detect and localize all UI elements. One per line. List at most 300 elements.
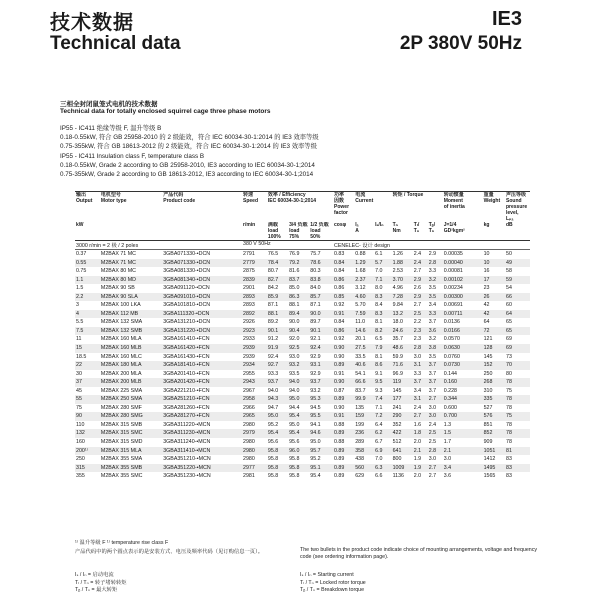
table-cell: 88.1 (289, 302, 300, 309)
table-cell: 0.89 (333, 361, 354, 370)
table-cell: 2.5 (428, 439, 437, 446)
table-cell: 2901 (243, 285, 255, 292)
legend-item: Tₗ / Tₙ = 转子堵转转矩 (75, 579, 127, 586)
table-cell: 358 (354, 447, 374, 456)
table-cell: 560 (354, 464, 374, 473)
table-cell: 3GBA111320-•DCN (162, 310, 242, 319)
table-cell: 0.84 (334, 319, 345, 326)
table-row (75, 395, 530, 404)
table-cell: 145 (392, 387, 402, 394)
table-row (75, 276, 530, 285)
table-cell: 2.8 (413, 344, 428, 353)
table-cell: 96.9 (392, 370, 403, 377)
table-cell: 2.4 (413, 259, 428, 268)
table-cell: 1.5 (76, 285, 84, 292)
legend-item: Iₛ / Iₙ = 启动电流 (75, 572, 114, 578)
table-cell: M2BAX 112 MB (100, 310, 162, 319)
table-row (75, 429, 530, 438)
table-cell: 95.7 (309, 447, 333, 456)
table-cell: 2.37 (354, 276, 374, 285)
table-cell: 6.9 (374, 447, 391, 456)
table-cell: 2943 (242, 378, 267, 387)
table-cell: M2BAX 225 SMA (100, 387, 143, 394)
table-cell: 8.6 (374, 361, 391, 370)
table-cell: 49 (505, 259, 530, 268)
section-design: CENELEC- 设计 design (333, 241, 530, 250)
table-cell: 78.6 (309, 259, 333, 268)
table-cell: M2BAX 71 MC (100, 259, 162, 268)
table-cell: 1009 (392, 464, 413, 473)
table-cell: 8.1 (375, 319, 383, 326)
table-cell: 2.53 (392, 268, 403, 275)
table-cell: M2BAX 280 SMG (100, 412, 162, 421)
efficiency-class: IE3 (491, 8, 522, 30)
table-cell: 18.0 (392, 319, 403, 326)
col-output: 输出 Output (75, 192, 100, 223)
table-cell: M2BAX 100 LKA (100, 302, 141, 309)
table-cell: 8.4 (375, 302, 383, 309)
table-cell: 3.0 (413, 353, 422, 360)
table-cell: 2.7 (428, 473, 437, 480)
table-row (75, 472, 530, 481)
legend-item: Tᵦ / Tₙ = 最大转矩 (75, 587, 118, 593)
voltage-spec: 2P 380V 50Hz (399, 33, 522, 54)
table-row (75, 293, 530, 302)
table-cell: 82.7 (267, 276, 288, 285)
table-cell: 92.0 (289, 336, 300, 343)
table-cell: 268 (483, 378, 505, 387)
table-cell: 3.12 (355, 285, 366, 292)
table-cell: M2BAX 80 MC (100, 268, 136, 275)
table-cell: 310 (483, 387, 493, 394)
table-cell: 73 (506, 353, 512, 360)
table-cell: 76.5 (267, 251, 279, 257)
unit-tltn: Tₗ/ Tₙ (413, 222, 428, 241)
table-cell: 89.2 (267, 319, 279, 326)
table-row (75, 259, 530, 268)
table-cell: 95.5 (309, 412, 333, 421)
table-cell: 9.1 (375, 370, 383, 377)
table-cell: 1.5 (443, 429, 483, 438)
table-cell: 2.4 (413, 251, 422, 257)
table-cell: 78 (506, 421, 512, 428)
table-row (75, 310, 530, 319)
table-cell: 95.8 (288, 464, 309, 473)
table-row (75, 412, 530, 421)
table-cell: 60 (506, 302, 512, 309)
table-cell: 88.1 (267, 310, 288, 319)
table-cell: 81.6 (289, 268, 300, 275)
table-row (75, 327, 530, 336)
table-cell: 95.3 (309, 395, 333, 404)
table-cell: 2.5 (428, 429, 443, 438)
table-cell: 95.4 (288, 429, 309, 438)
table-cell: 2893 (243, 302, 255, 309)
table-cell: 1.88 (392, 259, 413, 268)
table-cell: 3.8 (428, 344, 443, 353)
table-cell: 3.7 (428, 361, 443, 370)
unit-db: dB (505, 222, 530, 241)
table-cell: 33.5 (355, 353, 366, 360)
table-row (75, 250, 530, 259)
table-cell: 2.7 (428, 464, 443, 473)
table-cell: 10 (483, 251, 490, 257)
table-row (75, 335, 530, 344)
table-cell: 81 (505, 447, 530, 456)
table-cell: 95.2 (267, 421, 279, 428)
table-cell: 48.6 (392, 344, 413, 353)
table-cell: 2939 (243, 353, 255, 360)
table-cell: 2.5 (413, 310, 428, 319)
table-cell: 22 (75, 361, 100, 370)
table-cell: 2926 (243, 319, 255, 326)
table-cell: 3GBA091120-•DCN (163, 285, 210, 292)
table-cell: 3GBA281260-•FCN (163, 404, 210, 411)
table-cell: 352 (392, 421, 402, 428)
legend-en (300, 572, 366, 595)
table-cell: 85.9 (267, 293, 288, 302)
table-cell: 95.0 (267, 412, 288, 421)
table-cell: 315 (75, 464, 100, 473)
table-cell: 0.344 (443, 395, 483, 404)
table-cell: 3.4 (443, 464, 483, 473)
table-row (75, 267, 530, 276)
table-cell: M2BAX 160 MLC (100, 353, 142, 360)
table-cell: 94.7 (267, 404, 279, 411)
table-cell: 2893 (242, 293, 267, 302)
unit-ia: Iₐ A (354, 222, 374, 241)
unit-j: J=1/4 GD²kgm² (443, 222, 483, 241)
unit-cos: cosφ (333, 222, 354, 241)
legend-item: Iₛ / Iₙ = Starting current (300, 572, 354, 578)
table-row (75, 378, 530, 387)
table-cell: 250 (483, 370, 493, 377)
unit-isin: Iₛ/Iₙ (374, 222, 391, 241)
table-cell: 2892 (242, 310, 267, 319)
table-cell: 3GBA201410-•FCN (163, 370, 210, 377)
table-cell: 159 (354, 412, 374, 421)
table-cell: 69 (505, 344, 530, 353)
table-row (75, 421, 530, 430)
table-cell: 3GBA071330-•DCN (162, 259, 242, 268)
table-cell: 20.1 (355, 336, 366, 343)
table-cell: 80.3 (310, 268, 321, 275)
subtitle-cn: 三相全封闭鼠笼式电机的技术数据 (60, 101, 158, 108)
table-cell: M2BAX 355 SMA (100, 456, 143, 463)
table-cell: 83.7 (288, 276, 309, 285)
table-cell: 94.4 (289, 404, 300, 411)
table-cell: M2BAX 132 SMA (100, 319, 143, 326)
footnote-temperature: ¹⁾ 温升等级 F ¹⁾ temperature rise class F (75, 540, 169, 546)
table-cell: 26 (483, 293, 505, 302)
table-cell: 1.29 (354, 259, 374, 268)
table-cell: 3GBA081330-•DCN (163, 268, 211, 275)
table-cell: 2933 (243, 336, 255, 343)
table-cell: M2BAX 90 SLA (100, 293, 162, 302)
table-cell: 11 (76, 336, 82, 343)
table-cell: 7.1 (374, 276, 391, 285)
table-cell: 3.4 (413, 387, 422, 394)
table-cell: 83.7 (355, 387, 366, 394)
table-cell: 95.8 (289, 473, 300, 480)
table-cell: M2BAX 315 SMD (100, 439, 143, 446)
table-cell: 83 (505, 464, 530, 473)
table-cell: 16 (483, 268, 490, 275)
table-cell: 1412 (483, 456, 496, 463)
table-cell: 45 (76, 387, 82, 394)
table-cell: 0.84 (333, 259, 354, 268)
table-cell: 0.90 (334, 353, 345, 360)
table-cell: 2.3 (413, 327, 428, 336)
table-cell: 2.1 (413, 447, 428, 456)
table-cell: 92.5 (288, 344, 309, 353)
table-cell: 0.00691 (443, 302, 463, 309)
unit-kg: kg (483, 222, 505, 241)
table-cell: 0.87 (334, 387, 345, 394)
table-cell: 2875 (243, 268, 255, 275)
table-cell: 14.6 (354, 327, 374, 336)
table-row (75, 387, 530, 396)
table-cell: 0.89 (333, 447, 354, 456)
table-cell: 3.70 (392, 276, 413, 285)
table-cell: 2939 (242, 344, 267, 353)
table-cell: 58 (506, 268, 512, 275)
table-cell: 3GBA161430-•FCN (163, 353, 210, 360)
table-cell: 2977 (242, 464, 267, 473)
table-cell: 75 (506, 387, 512, 394)
table-cell: 121 (483, 336, 493, 343)
table-cell: 2955 (243, 370, 255, 377)
table-cell: 3 (76, 302, 79, 309)
table-cell: 132 (75, 429, 100, 438)
table-cell: 5.5 (76, 319, 84, 326)
table-cell: 2.4 (428, 421, 437, 428)
table-cell: 0.0136 (443, 319, 460, 326)
table-cell: 0.84 (334, 268, 345, 275)
table-cell: 30 (76, 370, 82, 377)
table-cell: 2.0 (413, 473, 422, 480)
table-cell: 1565 (483, 473, 496, 480)
table-row (75, 284, 530, 293)
table-cell: M2BAX 160 MLA (100, 336, 142, 343)
table-cell: 95.4 (288, 412, 309, 421)
footnote-product-code-cn: 产品代码中的两个圆点表示的是安装方式、电压及频率代码（见订购信息一页）。 (75, 549, 264, 555)
table-cell: 128 (483, 344, 505, 353)
table-cell: 3.5 (428, 293, 443, 302)
table-cell: 2981 (243, 473, 255, 480)
table-cell: 0.86 (334, 285, 345, 292)
table-cell: 94.0 (267, 387, 279, 394)
table-cell: 3.5 (428, 285, 437, 292)
table-cell: 250 (76, 456, 85, 463)
table-cell: 90.0 (289, 319, 300, 326)
table-cell: 3.3 (428, 268, 437, 275)
table-cell: 0.90 (333, 378, 354, 387)
table-cell: 3.5 (428, 353, 437, 360)
table-cell: 78 (505, 378, 530, 387)
table-cell: 1.9 (413, 456, 422, 463)
table-cell: 84.0 (310, 285, 321, 292)
table-cell: 2.7 (413, 268, 422, 275)
table-cell: 422 (392, 429, 413, 438)
table-cell: M2BAX 200 MLA (100, 370, 142, 377)
table-cell: 1.68 (355, 268, 366, 275)
table-cell: 93.2 (310, 387, 321, 394)
table-cell: 79.2 (288, 259, 309, 268)
table-cell: 200¹⁾ (75, 447, 100, 456)
table-cell: 0.91 (333, 310, 354, 319)
table-cell: 2.4 (413, 404, 422, 411)
table-cell: 8.3 (374, 310, 391, 319)
table-cell: 6.4 (375, 421, 383, 428)
table-cell: 78 (506, 404, 512, 411)
table-cell: 2980 (243, 421, 255, 428)
table-cell: 0.00234 (443, 285, 463, 292)
table-cell: 641 (392, 447, 413, 456)
col-moment: 转动惯量 Moment of inertia (443, 192, 483, 223)
note-line: IP55 - IC411 绝缘等级 F, 温升等级 B (60, 125, 162, 132)
table-row (75, 455, 530, 464)
table-cell: 7.59 (354, 310, 374, 319)
table-cell: 95.4 (267, 429, 288, 438)
table-cell: 91.2 (267, 336, 279, 343)
table-cell: 93.7 (309, 378, 333, 387)
table-cell: 0.160 (443, 378, 483, 387)
table-cell: 3.0 (443, 456, 452, 463)
table-cell: 2967 (243, 387, 255, 394)
table-cell: M2BAX 180 MLA (100, 361, 162, 370)
table-cell: 70 (505, 361, 530, 370)
table-cell: 93.0 (289, 353, 300, 360)
table-cell: 3GBA201420-•FCN (162, 378, 242, 387)
table-cell: 93.2 (288, 361, 309, 370)
table-row (75, 353, 530, 362)
table-row (75, 361, 530, 370)
table-cell: 2.9 (413, 276, 428, 285)
table-cell: 0.91 (333, 412, 354, 421)
table-cell: 512 (392, 439, 402, 446)
table-cell: M2BAX 132 SMB (100, 327, 162, 336)
table-cell: 3GBA181410-•FCN (162, 361, 242, 370)
table-body (75, 250, 530, 481)
col-speed: 转速 Speed (242, 192, 267, 223)
table-cell: 93.5 (289, 370, 300, 377)
table-cell: 95.0 (288, 395, 309, 404)
table-cell: 0.0166 (443, 327, 483, 336)
table-cell: 2923 (242, 327, 267, 336)
table-cell: 0.88 (355, 251, 366, 257)
table-cell: 3GBA221210-•FCN (163, 387, 210, 394)
table-cell: 0.0730 (443, 361, 483, 370)
table-cell: 1136 (392, 473, 404, 480)
table-cell: 94.3 (267, 395, 288, 404)
unit-full-load: 满载 load 100% (267, 222, 288, 241)
footnote-product-code-en: The two bullets in the product code indicate choice of mounting arrangements, voltage and frequency code (see ordering information page). (300, 547, 538, 560)
table-cell: 72 (483, 327, 505, 336)
table-cell: 92.4 (267, 353, 279, 360)
table-cell: 7.1 (375, 404, 383, 411)
table-cell: 3GBA311220-•MCN (163, 421, 211, 428)
table-cell: 4.96 (392, 285, 403, 292)
table-cell: 50 (506, 251, 512, 257)
table-cell: 3.7 (428, 370, 437, 377)
table-cell: 2965 (242, 412, 267, 421)
table-cell: 92.9 (310, 353, 321, 360)
table-cell: 94.5 (310, 404, 321, 411)
table-cell: 92.1 (310, 336, 321, 343)
table-cell: 0.92 (334, 336, 345, 343)
table-cell: 119 (392, 378, 413, 387)
table-cell: 65 (506, 319, 512, 326)
table-cell: 75 (505, 412, 530, 421)
table-cell: 83.8 (309, 276, 333, 285)
table-cell: 0.0570 (443, 336, 460, 343)
table-cell: 18.5 (76, 353, 87, 360)
table-cell: 851 (483, 421, 493, 428)
col-power-factor: 功率 因数 Power factor (333, 192, 354, 223)
table-cell: 24.6 (392, 327, 413, 336)
table-cell: 0.37 (76, 251, 87, 257)
table-cell: 1.26 (392, 251, 403, 257)
unit-tn: Tₙ Nm (392, 222, 413, 241)
table-cell: 90.1 (309, 327, 333, 336)
table-cell: 2979 (242, 429, 267, 438)
table-cell: 0.88 (334, 421, 345, 428)
table-cell: 8.1 (375, 353, 383, 360)
table-cell: 3GBA351230-•MCN (163, 473, 211, 480)
table-cell: 83 (506, 473, 512, 480)
table-cell: 355 (76, 473, 85, 480)
table-cell: 42 (483, 302, 490, 309)
table-cell: 2980 (242, 447, 267, 456)
table-cell: 199 (355, 421, 365, 428)
table-cell: 87.1 (267, 302, 279, 309)
table-cell: 0.86 (333, 276, 354, 285)
table-cell: 0.89 (334, 456, 345, 463)
col-current: 电流 Current (354, 192, 391, 223)
table-cell: 0.89 (334, 473, 345, 480)
unit-half: 1/2 负载 load 50% (309, 222, 333, 241)
table-cell: 90 (75, 412, 100, 421)
table-cell: 95.6 (289, 439, 300, 446)
table-cell: 90.0 (309, 310, 333, 319)
table-cell: 54 (506, 285, 512, 292)
table-cell: 3.3 (413, 370, 422, 377)
col-product-code: 产品代码 Product code (162, 192, 242, 223)
table-cell: 0.0760 (443, 353, 460, 360)
table-cell: 2.2 (75, 293, 100, 302)
table-cell: 66 (505, 293, 530, 302)
table-cell: 95.8 (267, 456, 279, 463)
table-cell: 93.7 (267, 378, 288, 387)
table-cell: 145 (483, 353, 493, 360)
table-cell: 6.6 (375, 473, 383, 480)
table-cell: 0.86 (333, 327, 354, 336)
table-cell: 87.1 (310, 302, 321, 309)
legend-cn (75, 572, 127, 595)
table-cell: 3GBA131210-•DCN (163, 319, 211, 326)
note-line: 0.75-355kW, Grade 2 according to GB 18613-2012, IE3 according to IEC 60034-30-1;2014 (60, 171, 314, 179)
table-cell: 3GBA311410-•MCN (162, 447, 242, 456)
table-cell: 2.3 (413, 336, 422, 343)
table-cell: 7.0 (375, 268, 383, 275)
table-cell: 94.0 (289, 387, 300, 394)
table-cell: 95.8 (267, 447, 288, 456)
table-cell: 3.7 (428, 378, 443, 387)
table-cell: M2BAX 71 MC (100, 251, 136, 257)
table-cell: 1.3 (443, 421, 452, 428)
table-cell: 80 (506, 370, 512, 377)
